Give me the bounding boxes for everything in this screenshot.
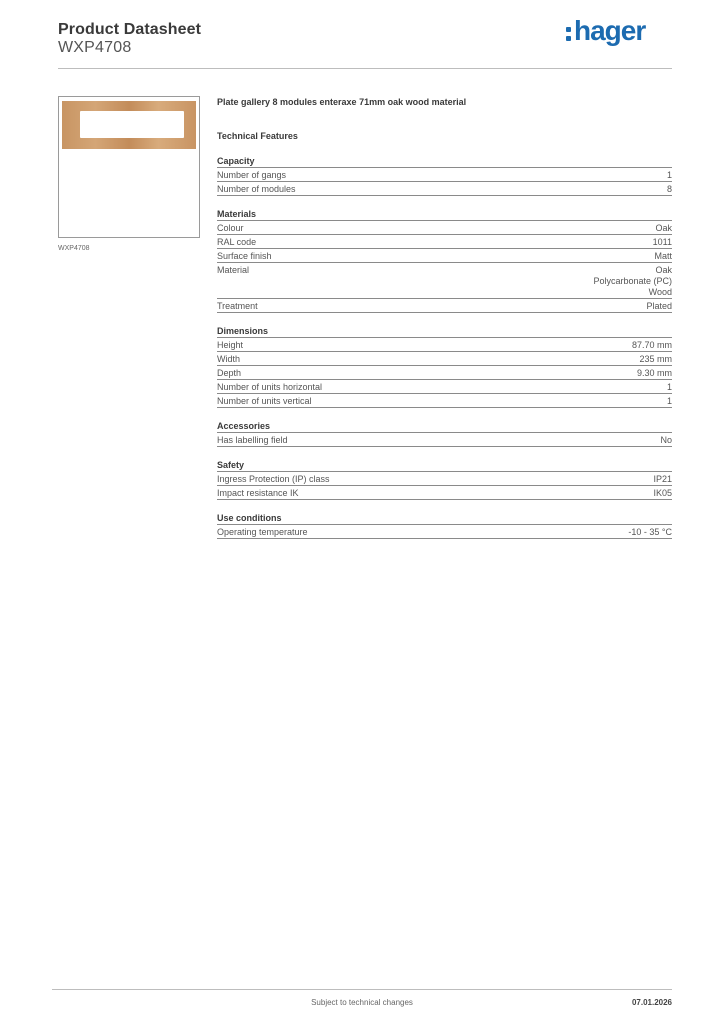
spec-value: 1 [666, 170, 672, 180]
spec-row [217, 235, 672, 249]
product-description: Plate gallery 8 modules enteraxe 71mm oak wood material [217, 97, 467, 107]
spec-label: Depth [217, 368, 242, 378]
spec-row [217, 380, 672, 394]
spec-label: Number of units horizontal [217, 382, 323, 392]
spec-row [217, 525, 672, 539]
spec-label: Colour [217, 223, 244, 233]
spec-row [217, 299, 672, 313]
section-accessories [217, 420, 672, 447]
spec-value: 1011 [652, 237, 672, 247]
spec-label: Treatment [217, 301, 258, 311]
spec-label: Number of units vertical [217, 396, 312, 406]
spec-value: Oak [655, 223, 672, 233]
spec-row [217, 338, 672, 352]
plate-module-window [80, 111, 184, 138]
spec-value: Oak Polycarbonate (PC) Wood [593, 265, 672, 297]
footer-note: Subject to technical changes [311, 998, 413, 1007]
spec-row [217, 394, 672, 408]
spec-row [217, 182, 672, 196]
spec-label: Has labelling field [217, 435, 288, 445]
spec-row [217, 168, 672, 182]
spec-value: 1 [666, 396, 672, 406]
section-title: Dimensions [217, 325, 672, 338]
product-code: WXP4708 [58, 39, 132, 56]
spec-value: 8 [666, 184, 672, 194]
footer-divider [52, 989, 672, 990]
spec-row [217, 263, 672, 299]
section-title: Materials [217, 208, 672, 221]
spec-value: Matt [654, 251, 672, 261]
spec-row [217, 366, 672, 380]
spec-value: 87.70 mm [631, 340, 672, 350]
document-title: Product Datasheet [58, 21, 202, 38]
spec-label: Width [217, 354, 241, 364]
logo-wordmark: hager [574, 15, 646, 46]
section-title: Accessories [217, 420, 672, 433]
spec-value: Plated [646, 301, 672, 311]
section-title: Capacity [217, 155, 672, 168]
spec-row [217, 249, 672, 263]
section-title: Use conditions [217, 512, 672, 525]
section-title: Safety [217, 459, 672, 472]
hager-logo [566, 16, 645, 46]
spec-label: Operating temperature [217, 527, 308, 537]
spec-label: Surface finish [217, 251, 272, 261]
spec-row [217, 486, 672, 500]
footer-date: 07.01.2026 [631, 998, 672, 1007]
spec-value: IK05 [653, 488, 672, 498]
spec-label: Height [217, 340, 244, 350]
spec-value: 9.30 mm [636, 368, 672, 378]
spec-label: Impact resistance IK [217, 488, 299, 498]
feature-sections [217, 155, 672, 539]
datasheet-content [217, 96, 672, 551]
spec-row [217, 472, 672, 486]
section-use-conditions [217, 512, 672, 539]
spec-row [217, 352, 672, 366]
spec-label: RAL code [217, 237, 257, 247]
section-capacity [217, 155, 672, 196]
image-caption: WXP4708 [58, 245, 90, 252]
logo-dots-icon [566, 27, 571, 41]
product-image [58, 96, 200, 238]
spec-label: Material [217, 265, 250, 275]
spec-value: -10 - 35 °C [628, 527, 672, 537]
header-divider [58, 68, 672, 69]
spec-label: Number of modules [217, 184, 296, 194]
spec-label: Ingress Protection (IP) class [217, 474, 330, 484]
spec-row [217, 221, 672, 235]
section-dimensions [217, 325, 672, 408]
section-materials [217, 208, 672, 313]
spec-label: Number of gangs [217, 170, 287, 180]
spec-value: IP21 [653, 474, 672, 484]
spec-value: No [660, 435, 672, 445]
technical-features-heading: Technical Features [217, 131, 298, 141]
spec-value: 1 [666, 382, 672, 392]
spec-value: 235 mm [639, 354, 672, 364]
section-safety [217, 459, 672, 500]
spec-row [217, 433, 672, 447]
oak-plate-image [62, 101, 196, 149]
